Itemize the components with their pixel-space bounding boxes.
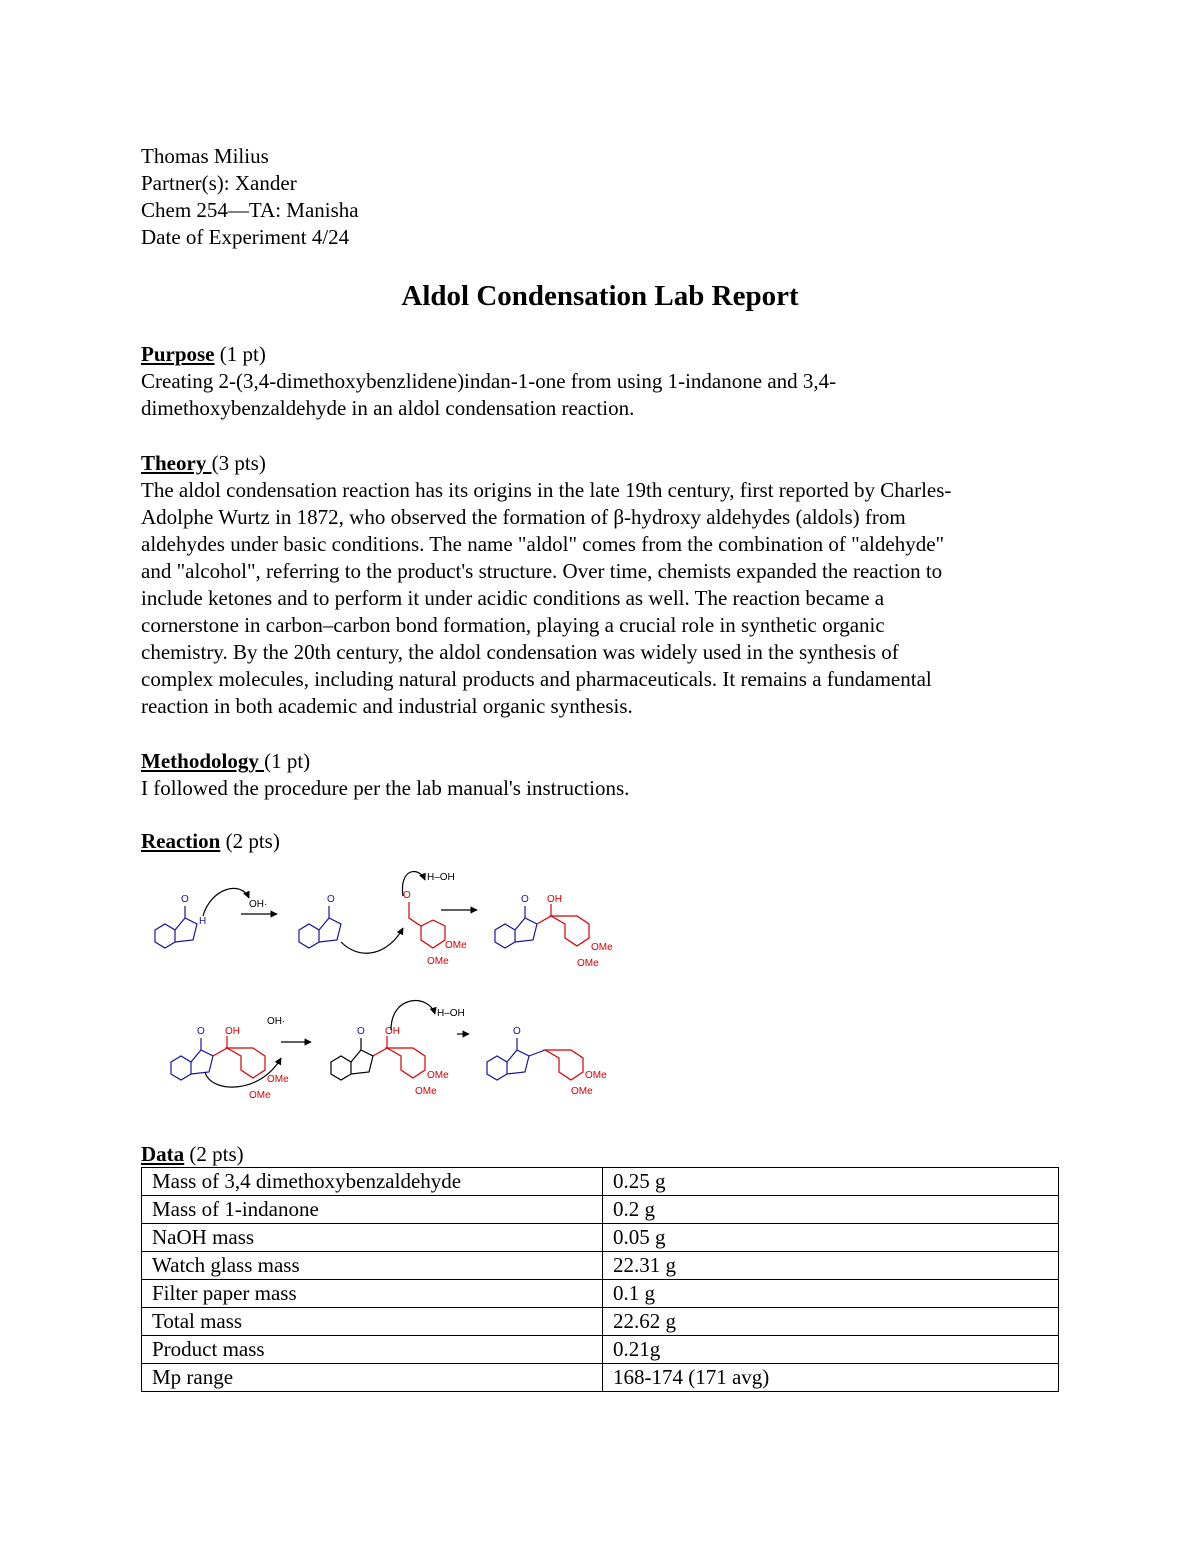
enolate-o: O	[327, 894, 335, 905]
table-cell-value: 0.1 g	[603, 1280, 1059, 1308]
theory-line: cornerstone in carbon–carbon bond formation, playing a crucial role in synthetic organic	[141, 613, 885, 637]
enolate-adduct-o: O	[357, 1026, 365, 1037]
theory-line: include ketones and to perform it under acidic conditions as well. The reaction became a	[141, 586, 885, 610]
data-section	[141, 1141, 1061, 1168]
student-name: Thomas Milius	[141, 144, 269, 168]
aldehyde-o: O	[403, 890, 411, 901]
table-row	[142, 1336, 1059, 1364]
adduct2-o: O	[197, 1026, 205, 1037]
adduct2-oh: OH	[225, 1026, 240, 1037]
adduct1-oh: OH	[547, 894, 562, 905]
water-label-1: H–OH	[427, 872, 455, 883]
data-table	[141, 1167, 1059, 1392]
table-cell-value: 0.05 g	[603, 1224, 1059, 1252]
table-row	[142, 1224, 1059, 1252]
theory-line: reaction in both academic and industrial organic synthesis.	[141, 694, 633, 718]
purpose-line-1: Creating 2-(3,4-dimethoxybenzlidene)indan-1-one from using 1-indanone and 3,4-	[141, 369, 837, 393]
purpose-section	[141, 341, 1061, 422]
purpose-line-2: dimethoxybenzaldehyde in an aldol condensation reaction.	[141, 396, 635, 420]
adduct2-ome-2: OMe	[249, 1090, 271, 1101]
table-cell-label: Filter paper mass	[142, 1280, 603, 1308]
table-cell-label: Mass of 1-indanone	[142, 1196, 603, 1224]
theory-line: aldehydes under basic conditions. The name "aldol" comes from the combination of "aldehyde"	[141, 532, 945, 556]
aldol-adduct-structure-2	[171, 1036, 265, 1080]
table-row	[142, 1308, 1059, 1336]
enolate-adduct-ome-1: OMe	[427, 1070, 449, 1081]
table-cell-label: Total mass	[142, 1308, 603, 1336]
table-cell-value: 168-174 (171 avg)	[603, 1364, 1059, 1392]
hydroxide-label-1: OH·	[249, 899, 268, 910]
report-header	[141, 143, 359, 251]
table-row	[142, 1168, 1059, 1196]
table-cell-value: 0.2 g	[603, 1196, 1059, 1224]
reaction-scheme-figure	[141, 858, 661, 1108]
dimethoxybenzaldehyde-structure	[409, 902, 445, 948]
theory-points: (3 pts)	[211, 451, 266, 475]
enolate-attack-arrow	[341, 928, 403, 953]
hydroxide-attack-arrow	[203, 888, 249, 916]
theory-line: and "alcohol", referring to the product's structure. Over time, chemists expanded the reaction to	[141, 559, 943, 583]
table-row	[142, 1196, 1059, 1224]
product-ome-1: OMe	[585, 1070, 607, 1081]
methodology-points: (1 pt)	[264, 749, 311, 773]
enolate-adduct-structure	[331, 1036, 425, 1080]
data-heading: Data	[141, 1142, 185, 1166]
purpose-heading: Purpose	[141, 342, 215, 366]
theory-line: The aldol condensation reaction has its origins in the late 19th century, first reported by Charles-	[141, 478, 952, 502]
adduct1-ome-1: OMe	[591, 942, 613, 953]
indanone-carbonyl-o: O	[181, 894, 189, 905]
final-product-structure	[487, 1038, 583, 1080]
table-cell-label: Mp range	[142, 1364, 603, 1392]
reaction-heading: Reaction	[141, 829, 221, 853]
enolate-adduct-ome-2: OMe	[415, 1086, 437, 1097]
water-label-2: H–OH	[437, 1008, 465, 1019]
date-line: Date of Experiment 4/24	[141, 225, 350, 249]
table-cell-label: Product mass	[142, 1336, 603, 1364]
methodology-section	[141, 748, 1061, 802]
table-row	[142, 1364, 1059, 1392]
product-ome-2: OMe	[571, 1086, 593, 1097]
table-cell-label: Mass of 3,4 dimethoxybenzaldehyde	[142, 1168, 603, 1196]
aldol-adduct-structure-1	[495, 904, 589, 948]
enolate-structure	[299, 906, 341, 948]
table-cell-value: 0.25 g	[603, 1168, 1059, 1196]
product-o: O	[513, 1026, 521, 1037]
purpose-points: (1 pt)	[214, 342, 266, 366]
aldehyde-ome-1: OMe	[445, 940, 467, 951]
methodology-heading: Methodology	[141, 749, 265, 773]
table-cell-value: 22.62 g	[603, 1308, 1059, 1336]
adduct1-ome-2: OMe	[577, 958, 599, 969]
hydroxide-label-2: OH·	[267, 1016, 286, 1027]
partner-line: Partner(s): Xander	[141, 171, 297, 195]
indanone-alpha-h: H	[199, 916, 207, 927]
adduct2-ome-1: OMe	[267, 1074, 289, 1085]
theory-line: Adolphe Wurtz in 1872, who observed the formation of β-hydroxy aldehydes (aldols) from	[141, 505, 906, 529]
table-row	[142, 1280, 1059, 1308]
reaction-section	[141, 828, 1061, 855]
adduct1-o: O	[521, 894, 529, 905]
enolate-adduct-oh: OH	[385, 1026, 400, 1037]
table-cell-value: 0.21g	[603, 1336, 1059, 1364]
theory-section	[141, 450, 1061, 720]
table-row	[142, 1252, 1059, 1280]
theory-line: complex molecules, including natural products and pharmaceuticals. It remains a fundamental	[141, 667, 932, 691]
reaction-points: (2 pts)	[220, 829, 280, 853]
methodology-body: I followed the procedure per the lab manual's instructions.	[141, 776, 630, 800]
aldehyde-ome-2: OMe	[427, 956, 449, 967]
course-line: Chem 254—TA: Manisha	[141, 198, 359, 222]
theory-heading: Theory	[141, 451, 212, 475]
theory-body	[141, 477, 1061, 720]
table-cell-label: NaOH mass	[142, 1224, 603, 1252]
data-points: (2 pts)	[184, 1142, 244, 1166]
indanone-structure	[155, 906, 197, 948]
table-cell-value: 22.31 g	[603, 1252, 1059, 1280]
theory-line: chemistry. By the 20th century, the aldol condensation was widely used in the synthesis of	[141, 640, 899, 664]
table-cell-label: Watch glass mass	[142, 1252, 603, 1280]
report-title: Aldol Condensation Lab Report	[401, 280, 799, 312]
